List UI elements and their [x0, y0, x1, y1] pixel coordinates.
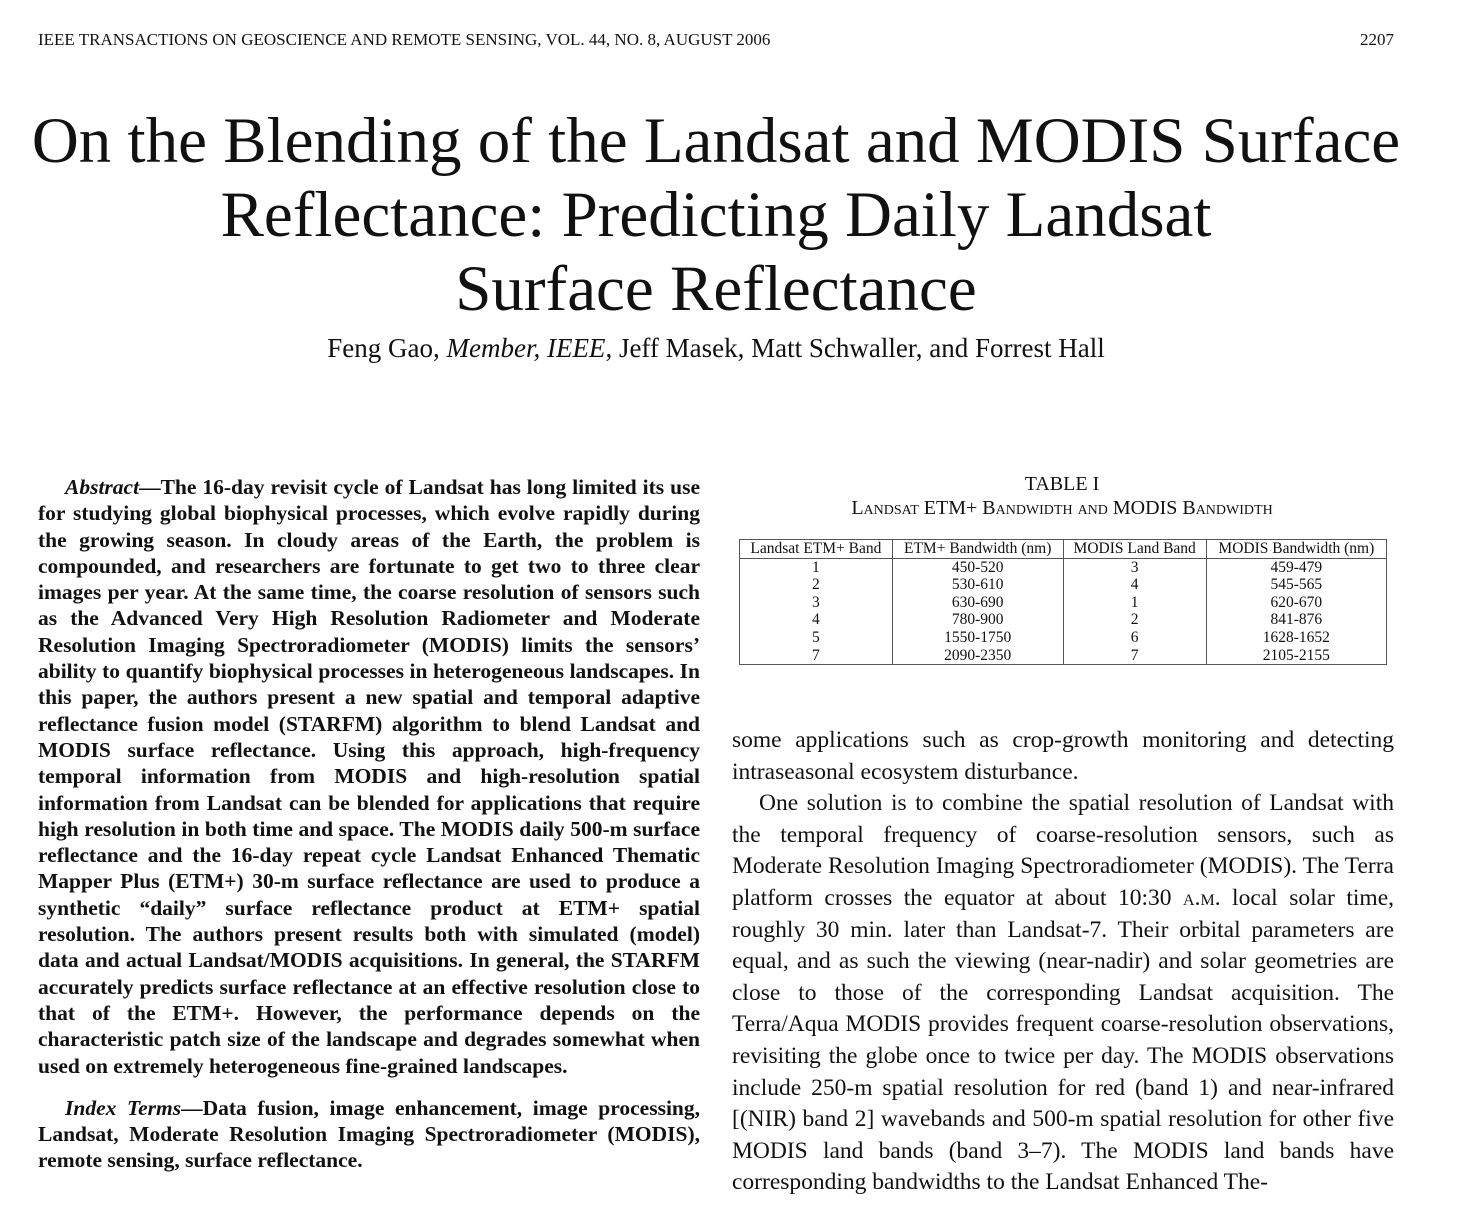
table-row — [740, 647, 1387, 665]
table-cell: 7 — [1063, 647, 1206, 665]
table-cell: 459-479 — [1206, 558, 1386, 576]
column-header: MODIS Land Band — [1063, 540, 1206, 559]
table-cell: 5 — [740, 629, 893, 647]
index-terms-label: Index Terms — [65, 1095, 182, 1120]
index-terms-text: —Data fusion, image enhancement, image processing, Landsat, Moderate Resolution Imaging Spectroradiometer (MODIS), remote sensing, surface reflectance. — [38, 1095, 700, 1173]
title-line: Reflectance: Predicting Daily Landsat — [220, 179, 1212, 251]
journal-citation: IEEE TRANSACTIONS ON GEOSCIENCE AND REMOTE SENSING, VOL. 44, NO. 8, AUGUST 2006 — [38, 30, 771, 49]
table-cell: 530-610 — [892, 576, 1063, 594]
bandwidth-table — [739, 539, 1387, 665]
table-cell: 4 — [740, 611, 893, 629]
table-cell: 1628-1652 — [1206, 629, 1386, 647]
abstract-label: Abstract — [65, 475, 140, 499]
page-number: 2207 — [1360, 30, 1394, 49]
table-row — [740, 576, 1387, 594]
table-cell: 4 — [1063, 576, 1206, 594]
table-cell: 2 — [740, 576, 893, 594]
title-line: On the Blending of the Landsat and MODIS Surface — [31, 105, 1401, 177]
table-cell: 3 — [1063, 558, 1206, 576]
table-cell: 2105-2155 — [1206, 647, 1386, 665]
left-column — [38, 474, 700, 1174]
table-row — [740, 611, 1387, 629]
paragraph-text: One solution is to combine the spatial resolution of Landsat with the temporal frequency of coarse-resolution sensors, such as Moderate Resolution Imaging Spectroradiometer (MODIS). The Terra platform crosses the equator at about 10:30 — [732, 790, 1394, 911]
table-cell: 2090-2350 — [892, 647, 1063, 665]
table-row — [740, 594, 1387, 612]
table-cell: 1 — [1063, 594, 1206, 612]
table-row — [740, 629, 1387, 647]
author-rest: , Jeff Masek, Matt Schwaller, and Forrest Hall — [605, 333, 1105, 363]
column-header: Landsat ETM+ Band — [740, 540, 893, 559]
body-paragraph-2 — [732, 788, 1394, 1199]
column-header: ETM+ Bandwidth (nm) — [892, 540, 1063, 559]
table-cell: 450-520 — [892, 558, 1063, 576]
right-column — [732, 725, 1394, 1199]
table-cell: 620-670 — [1206, 594, 1386, 612]
author-affiliation: Member, IEEE — [446, 333, 606, 363]
table-title: Landsat ETM+ Bandwidth and MODIS Bandwidth — [851, 497, 1273, 519]
table-header-row — [740, 540, 1387, 559]
table-cell: 841-876 — [1206, 611, 1386, 629]
time-abbrev: a.m. — [1183, 884, 1221, 911]
running-header — [38, 30, 1394, 50]
title-line: Surface Reflectance — [455, 253, 977, 325]
index-terms — [38, 1095, 700, 1174]
paragraph-text: local solar time, roughly 30 min. later than Landsat-7. Their orbital parameters are equal, and as such the viewing (near-nadir) and solar geometries are close to those of the corresponding Landsat acquisition. The Terra/Aqua MODIS provides frequent coarse-resolution observations, revisiting the globe once to twice per day. The MODIS observations include 250-m spatial resolution for red (band 1) and near-infrared [(NIR) band 2] wavebands and 500-m spatial resolution for other five MODIS land bands (band 3–7). The MODIS land bands have corresponding bandwidths to the Landsat Enhanced The- — [732, 884, 1394, 1196]
author-first: Feng Gao, — [327, 333, 447, 363]
table-cell: 3 — [740, 594, 893, 612]
table-cell: 2 — [1063, 611, 1206, 629]
body-paragraph-1: some applications such as crop-growth monitoring and detecting intraseasonal ecosystem disturbance. — [732, 727, 1394, 785]
table-cell: 630-690 — [892, 594, 1063, 612]
table-cell: 6 — [1063, 629, 1206, 647]
table-cell: 1 — [740, 558, 893, 576]
column-header: MODIS Bandwidth (nm) — [1206, 540, 1386, 559]
table-cell: 780-900 — [892, 611, 1063, 629]
abstract-text: —The 16-day revisit cycle of Landsat has long limited its use for studying global biophysical processes, which evolve rapidly during the growing season. In cloudy areas of the Earth, the problem is compounded, and researchers are fortunate to get two to three clear images per year. At the same time, the coarse resolution of sensors such as the Advanced Very High Resolution Radiometer and Moderate Resolution Imaging Spectroradiometer (MODIS) limits the sensors’ ability to quantify biophysical processes in heterogeneous landscapes. In this paper, the authors present a new spatial and temporal adaptive reflectance fusion model (STARFM) algorithm to blend Landsat and MODIS surface reflectance. Using this approach, high-frequency temporal information from MODIS and high-resolution spatial information from Landsat can be blended for applications that require high resolution in both time and space. The MODIS daily 500-m surface reflectance and the 16-day repeat cycle Landsat Enhanced Thematic Mapper Plus (ETM+) 30-m surface reflectance are used to produce a synthetic “daily” surface reflectance product at ETM+ spatial resolution. The authors present results both with simulated (model) data and actual Landsat/MODIS acquisitions. In general, the STARFM accurately predicts surface reflectance at an effective resolution close to that of the ETM+. However, the performance depends on the characteristic patch size of the landscape and degrades somewhat when used on extremely heterogeneous fine-grained landscapes. — [38, 475, 700, 1078]
table-caption — [732, 472, 1392, 520]
author-list — [0, 333, 1432, 364]
abstract — [38, 474, 700, 1079]
table-cell: 7 — [740, 647, 893, 665]
table-cell: 545-565 — [1206, 576, 1386, 594]
paper-title — [0, 104, 1432, 326]
table-row — [740, 558, 1387, 576]
table-cell: 1550-1750 — [892, 629, 1063, 647]
table-label: TABLE I — [1024, 473, 1100, 495]
